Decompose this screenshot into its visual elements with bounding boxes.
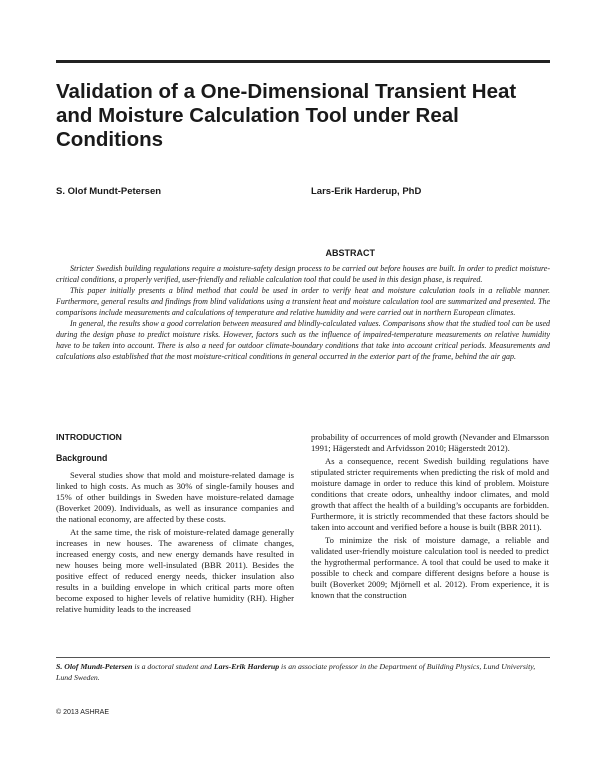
- body-paragraph: Several studies show that mold and moisture-related damage is linked to high costs. As much as 30% of single-family houses and 15% of other buildings in Sweden have moisture-related damage (Boverket 2009). Individuals, as well as insurance companies and the national economy, are affected by these costs.: [56, 470, 294, 524]
- abstract-body: [56, 263, 550, 362]
- footnote-rule: [56, 657, 550, 658]
- author-footnote: [56, 661, 550, 683]
- body-paragraph: At the same time, the risk of moisture-related damage generally increases in new houses. The awareness of climate changes, increased energy costs, and new energy demands have resulted in new houses being more well-insulated (BBR 2011). Besides the positive effect of reduced energy needs, thicker insulation also results in a building envelope in which critical parts more often become exposed to higher levels of relative humidity (RH). Higher relative humidity leads to the increased: [56, 527, 294, 614]
- footnote-author-1: S. Olof Mundt-Petersen: [56, 662, 133, 671]
- footnote-text-2: is an associate professor in the Department of Building Physics, Lund University, Lund Sweden.: [56, 662, 536, 682]
- top-rule: [56, 60, 550, 63]
- author-1: S. Olof Mundt-Petersen: [56, 186, 162, 197]
- abstract-heading: ABSTRACT: [325, 248, 375, 258]
- footnote-text-1: is a doctoral student and: [132, 662, 214, 671]
- abstract-paragraph: This paper initially presents a blind method that could be used in order to verify heat and moisture calculation tools in a reliable manner. Furthermore, general results and findings from blind validations using a transient heat and moisture calculation tool are summarized and presented. The comparisons include measurements and calculations of temperature and relative humidity and were carried out in northern European climates.: [56, 286, 550, 317]
- body-paragraph: As a consequence, recent Swedish building regulations have stipulated stricter requirements when predicting the risk of mold and moisture damage in order to reduce this kind of problem. Moisture conditions that create odors, unhealthy indoor climates, and mold growth that affect the health of a building’s occupants are forbidden. Furthermore, it is strictly recommended that these factors should be taken into account and verified before a house is built (BBR 2011).: [311, 456, 549, 532]
- author-2: Lars-Erik Harderup, PhD: [311, 186, 422, 197]
- abstract-paragraph: In general, the results show a good correlation between measured and blindly-calculated values. Comparisons show that the studied tool can be used during the design phase to predict moisture risks. However, factors such as the influence of impaired-temperature measurements on relative humidity have to be taken into account. There is also a need for outdoor climate-boundary conditions that take into account critical periods. Measurements and calculations also established that the most moisture-critical conditions in general occurred in the exterior part of the frame, behind the air gap.: [56, 319, 550, 361]
- right-column: [311, 432, 549, 601]
- footnote-author-2: Lars-Erik Harderup: [213, 662, 280, 671]
- section-heading-introduction: INTRODUCTION: [56, 432, 122, 442]
- body-paragraph: probability of occurrences of mold growth (Nevander and Elmarsson 1991; Hägerstedt and Arfvidsson 2010; Hägerstedt 2012).: [311, 432, 549, 453]
- left-column: [56, 432, 294, 615]
- abstract-paragraph: Stricter Swedish building regulations require a moisture-safety design process to be carried out before houses are built. In order to predict moisture-critical conditions, a properly verified, user-friendly and reliable calculation tool that could be used in this design phase, is required.: [56, 264, 550, 284]
- subsection-heading-background: Background: [56, 453, 108, 463]
- copyright-notice: © 2013 ASHRAE: [56, 709, 110, 716]
- body-paragraph: To minimize the risk of moisture damage, a reliable and validated user-friendly moisture calculation tool is needed to predict the hygrothermal performance. A tool that could be used to make it possible to check and compare different designs before a house is built (Boverket 2009; Mjörnell et al. 2012). From experience, it is known that the construction: [311, 535, 549, 600]
- paper-title: Validation of a One-Dimensional Transient Heat and Moisture Calculation Tool under Real Conditions: [56, 80, 517, 151]
